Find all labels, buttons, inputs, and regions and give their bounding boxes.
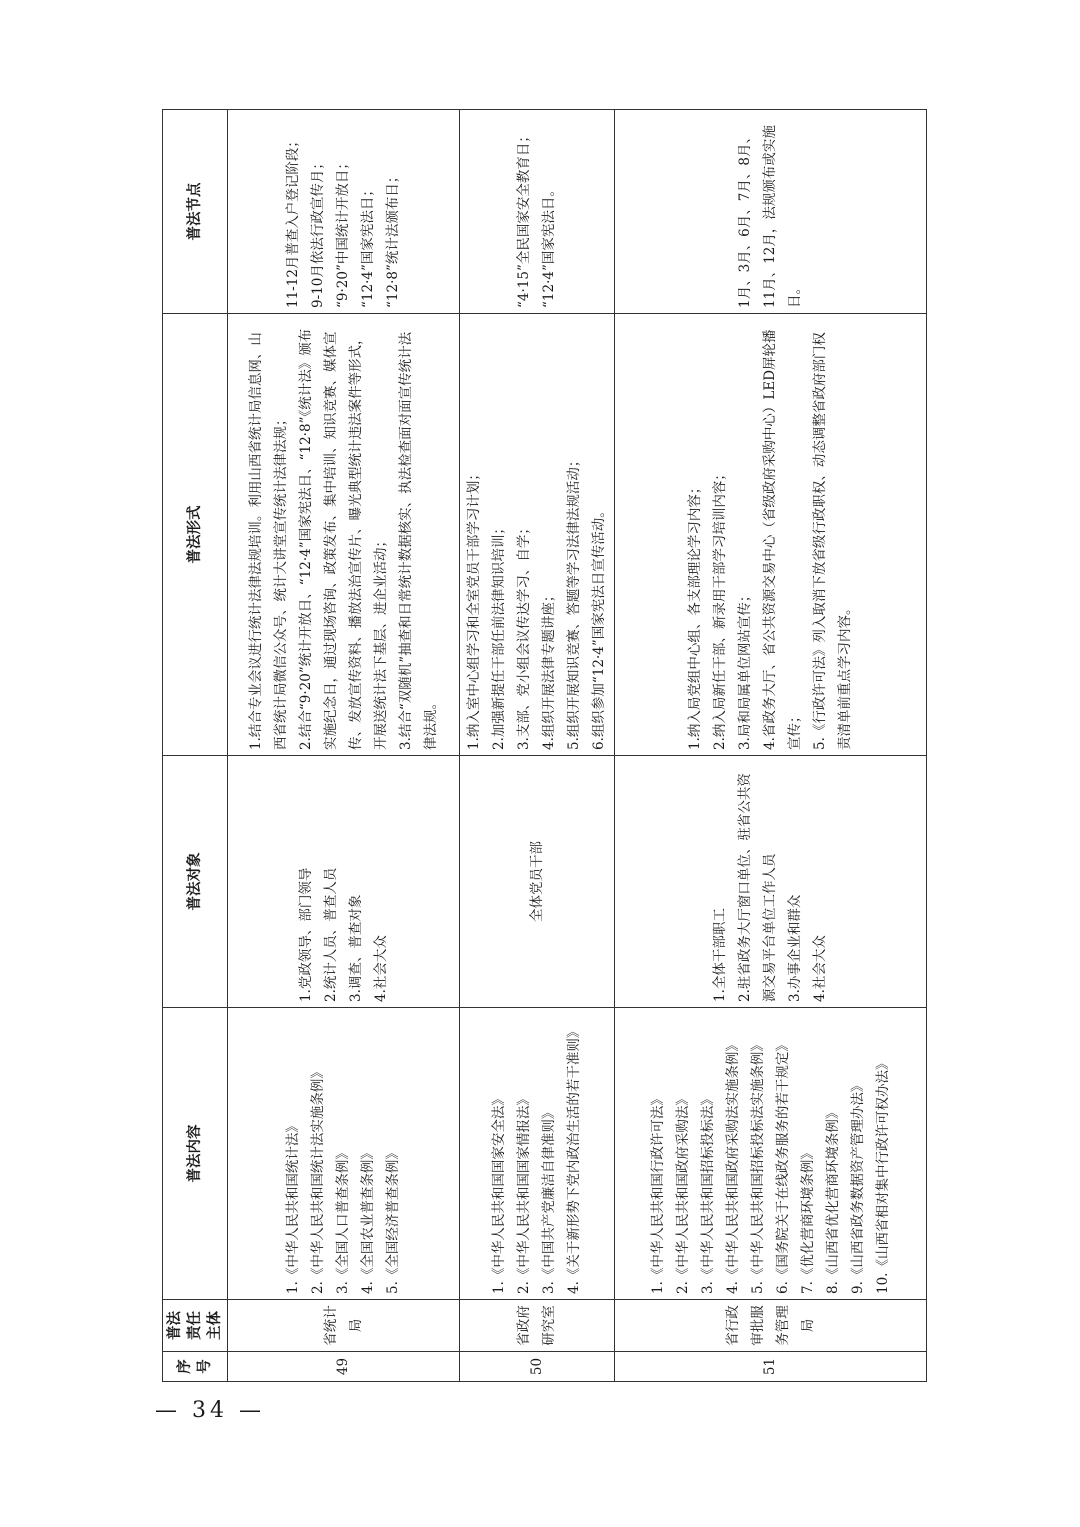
content-item: 8.《山西省优化营商环境条例》 bbox=[824, 1105, 841, 1294]
content-item: 4.《中华人民共和国政府采购法实施条例》 bbox=[724, 1038, 741, 1294]
row-subject: 省政府研究室 bbox=[460, 1300, 615, 1352]
form-item: 2.加强新提任干部任前法律知识培训； bbox=[491, 521, 507, 750]
row-content bbox=[615, 1008, 927, 1300]
festival-item: “12·4”国家宪法日； bbox=[360, 183, 376, 308]
rotated-page bbox=[162, 110, 910, 1382]
festival-item: “12·4”国家宪法日。 bbox=[541, 183, 557, 308]
row-seq: 51 bbox=[615, 1352, 927, 1382]
table-row bbox=[228, 110, 460, 1382]
form-item: 3.局和局属单位网站宣传； bbox=[737, 588, 753, 750]
target-item: 全体党员干部 bbox=[528, 841, 545, 922]
form-item: 5.组织开展知识竞赛、答题等学习法律法规活动； bbox=[566, 453, 582, 750]
row-target bbox=[228, 756, 460, 1008]
table-row bbox=[460, 110, 615, 1382]
festival-item: “9·20”中国统计开放日； bbox=[335, 156, 351, 308]
table-header-row bbox=[163, 110, 228, 1382]
festival-item: 9-10月依法行政宣传月； bbox=[310, 156, 326, 308]
header-content: 普法内容 bbox=[163, 1008, 228, 1300]
form-item: 1.纳入室中心组学习和全室党员干部学习计划； bbox=[466, 467, 482, 750]
row-festival bbox=[615, 110, 927, 314]
target-item: 1.全体干部职工 bbox=[712, 908, 728, 1002]
target-item: 4.社会大众 bbox=[372, 935, 389, 1002]
form-item: 4.省政务大厅、省公共资源交易中心（省级政府采购中心）LED屏轮播宣传； bbox=[762, 329, 803, 750]
row-festival bbox=[228, 110, 460, 314]
content-item: 5.《全国经济普查条例》 bbox=[385, 1146, 401, 1294]
row-seq: 49 bbox=[228, 1352, 460, 1382]
header-form: 普法形式 bbox=[163, 314, 228, 756]
form-item: 5.《行政许可法》列入取消下放省级行政职权、动态调整省政府部门权责清单前重点学习内容。 bbox=[812, 332, 853, 750]
form-item: 2.纳入局新任干部、新录用干部学习培训内容； bbox=[712, 467, 728, 750]
row-form bbox=[228, 314, 460, 756]
row-seq: 50 bbox=[460, 1352, 615, 1382]
landscape-table-container bbox=[162, 110, 910, 1382]
target-item: 3.调查、普查对象 bbox=[347, 894, 364, 1002]
header-seq: 序号 bbox=[163, 1352, 228, 1382]
row-target bbox=[460, 756, 615, 1008]
festival-item: 1月、3月、6月、7月、8月、11月、12月，法规颁布或实施日。 bbox=[737, 125, 803, 308]
row-form bbox=[615, 314, 927, 756]
content-item: 3.《中国共产党廉洁自律准则》 bbox=[541, 1105, 557, 1294]
content-item: 4.《全国农业普查条例》 bbox=[360, 1146, 376, 1294]
content-item: 2.《中华人民共和国政府采购法》 bbox=[674, 1092, 691, 1294]
row-festival bbox=[460, 110, 615, 314]
content-item: 4.《关于新形势下党内政治生活的若干准则》 bbox=[566, 1024, 582, 1294]
row-subject: 省行政审批服务管理局 bbox=[615, 1300, 927, 1352]
form-item: 3.支部、党小组会议传达学习、自学； bbox=[516, 521, 532, 750]
form-item: 1.结合专业会议进行统计法律法规培训。利用山西省统计局信息网、山西省统计局微信公众号、统计大讲堂宣传统计法律法规； bbox=[247, 332, 289, 750]
target-item: 2.统计人员、普查人员 bbox=[322, 867, 339, 1002]
form-item: 1.纳入局党组中心组、各支部理论学习内容； bbox=[687, 480, 703, 750]
festival-item: “12·8”统计法颁布日； bbox=[385, 169, 401, 308]
content-item: 3.《中华人民共和国招标投标法》 bbox=[699, 1092, 716, 1294]
form-item: 2.结合“9·20”统计开放日、“12·4”国家宪法日、“12·8”《统计法》颁布实施纪念日，通过现场咨询、政策发布、集中培训、知识竞赛、媒体宣传、发放宣传资料、播放法治宣传片、曝光典型统计违法案件等形式，开展送统计法下基层、进企业活动； bbox=[297, 328, 389, 750]
header-subject: 普法责任主体 bbox=[163, 1300, 228, 1352]
form-item: 6.组织参加“12·4”国家宪法日宣传活动。 bbox=[591, 504, 607, 750]
target-item: 3.办事企业和群众 bbox=[787, 894, 803, 1002]
festival-item: 11-12月普查入户登记阶段； bbox=[285, 134, 301, 308]
table-row bbox=[615, 110, 927, 1382]
content-item: 3.《全国人口普查条例》 bbox=[335, 1146, 351, 1294]
content-item: 1.《中华人民共和国国家安全法》 bbox=[491, 1092, 507, 1294]
content-item: 2.《中华人民共和国统计法实施条例》 bbox=[310, 1065, 326, 1294]
header-target: 普法对象 bbox=[163, 756, 228, 1008]
row-subject: 省统计局 bbox=[228, 1300, 460, 1352]
header-festival: 普法节点 bbox=[163, 110, 228, 314]
row-content bbox=[460, 1008, 615, 1300]
content-item: 10.《山西省相对集中行政许可权办法》 bbox=[874, 1056, 891, 1294]
content-item: 5.《中华人民共和国招标投标法实施条例》 bbox=[749, 1038, 766, 1294]
content-item: 9.《山西省政务数据资产管理办法》 bbox=[849, 1078, 866, 1294]
row-form bbox=[460, 314, 615, 756]
target-item: 1.党政领导、部门领导 bbox=[297, 867, 314, 1002]
content-item: 7.《优化营商环境条例》 bbox=[799, 1146, 816, 1294]
row-target bbox=[615, 756, 927, 1008]
form-item: 3.结合“双随机”抽查和日常统计数据核实、执法检查面对面宣传统计法律法规。 bbox=[397, 331, 439, 750]
page-number: — 34 — bbox=[155, 1398, 265, 1423]
target-item: 4.社会大众 bbox=[812, 935, 828, 1002]
form-item: 4.组织开展法律专题讲座； bbox=[541, 588, 557, 750]
content-item: 1.《中华人民共和国行政许可法》 bbox=[649, 1092, 666, 1294]
content-item: 2.《中华人民共和国国家情报法》 bbox=[516, 1092, 532, 1294]
content-item: 6.《国务院关于在线政务服务的若干规定》 bbox=[774, 1038, 791, 1294]
row-content bbox=[228, 1008, 460, 1300]
festival-item: “4·15”全民国家安全教育日； bbox=[516, 129, 532, 308]
target-item: 2.驻省政务大厅窗口单位、驻省公共资源交易平台单位工作人员 bbox=[737, 773, 778, 1002]
content-item: 1.《中华人民共和国统计法》 bbox=[285, 1119, 301, 1294]
legal-education-table bbox=[162, 109, 927, 1382]
